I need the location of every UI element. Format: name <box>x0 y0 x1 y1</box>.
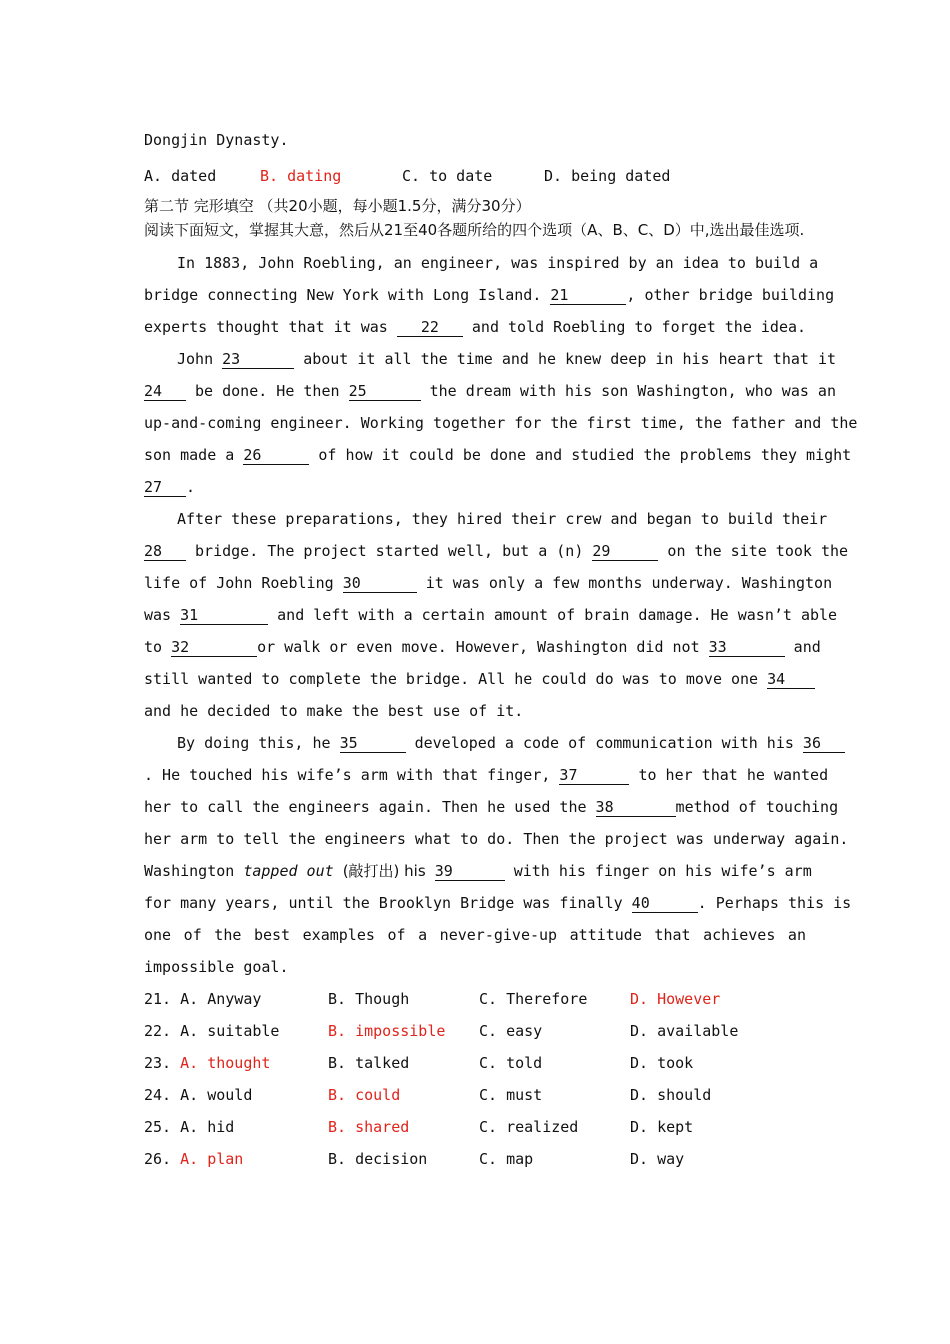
italic-phrase: tapped out <box>243 862 334 880</box>
text-line: After these preparations, they hired their crew and began to build their <box>177 510 828 528</box>
question-row <box>144 1111 806 1143</box>
text-line: to 32 or walk or even move. However, Washington did not 33 and <box>144 638 821 656</box>
section-instruction: 阅读下面短文，掌握其大意，然后从21至40各题所给的四个选项（A、B、C、D）中,选出最佳选项. <box>144 221 805 239</box>
section-title: 第二节 完形填空 （共20小题，每小题1.5分，满分30分） <box>144 197 531 215</box>
question-row <box>144 1015 806 1047</box>
option-d: D. kept <box>630 1118 694 1136</box>
option-c: C. easy <box>479 1022 543 1040</box>
option-b: B. shared <box>328 1118 410 1136</box>
option-d: D. way <box>630 1150 685 1168</box>
blank-35: 35 <box>340 734 406 753</box>
text-line: 28 bridge. The project started well, but a (n) 29 on the site took the <box>144 542 849 560</box>
option-b: B. dating <box>260 167 342 185</box>
text-line: John 23 about it all the time and he knew deep in his heart that it <box>177 350 837 368</box>
text-line: was 31 and left with a certain amount of brain damage. He wasn’t able <box>144 606 838 624</box>
option-d: D. should <box>630 1086 712 1104</box>
question-row <box>144 1143 806 1175</box>
text-line: life of John Roebling 30 it was only a few months underway. Washington <box>144 574 833 592</box>
option-b: B. Though <box>328 990 410 1008</box>
option-a <box>144 1047 328 1079</box>
text-line: up-and-coming engineer. Working together for the first time, the father and the <box>144 414 858 432</box>
paragraph-4 <box>144 727 852 983</box>
option-b: B. impossible <box>328 1022 446 1040</box>
blank-26: 26 <box>243 446 309 465</box>
text-line: her arm to tell the engineers what to do. Then the project was underway again. <box>144 830 849 848</box>
blank-31: 31 <box>180 606 268 625</box>
blank-37: 37 <box>559 766 629 785</box>
question-number: 26. <box>144 1150 181 1168</box>
option-c: C. map <box>479 1150 534 1168</box>
text-line: By doing this, he 35 developed a code of communication with his 36 <box>144 727 806 759</box>
text-line: bridge connecting New York with Long Island. 21 , other bridge building <box>144 286 835 304</box>
option-b: B. could <box>328 1086 401 1104</box>
question-row <box>144 1079 806 1111</box>
paragraph-2 <box>144 343 858 503</box>
text-line: for many years, until the Brooklyn Bridge was finally 40 . Perhaps this is <box>144 894 852 912</box>
blank-25: 25 <box>349 382 421 401</box>
option-a: 22. A. suitable <box>144 1022 280 1040</box>
text-line: and he decided to make the best use of it. <box>144 702 524 720</box>
blank-27: 27 <box>144 478 186 497</box>
question-number: 23. <box>144 1054 181 1072</box>
option-c: C. told <box>479 1054 543 1072</box>
question-list <box>144 983 806 1175</box>
prev-question-tail: Dongjin Dynasty. <box>144 131 289 149</box>
option-c: C. must <box>479 1086 543 1104</box>
text-line: . He touched his wife’s arm with that finger, 37 to her that he wanted <box>144 766 829 784</box>
text-line: still wanted to complete the bridge. All he could do was to move one 34 <box>144 663 806 695</box>
text-line: impossible goal. <box>144 958 289 976</box>
option-c: C. realized <box>479 1118 579 1136</box>
option-a: 25. A. hid <box>144 1118 235 1136</box>
blank-22: 22 <box>397 318 463 337</box>
option-a: 21. A. Anyway <box>144 990 262 1008</box>
blank-28: 28 <box>144 542 186 561</box>
option-c: C. to date <box>402 167 493 185</box>
option-b: B. decision <box>328 1150 428 1168</box>
option-a: A. dated <box>144 167 217 185</box>
text-line: Washington tapped out (敲打出) his 39 with his finger on his wife’s arm <box>144 862 812 880</box>
blank-30: 30 <box>343 574 417 593</box>
blank-29: 29 <box>592 542 658 561</box>
option-d: D. took <box>630 1054 694 1072</box>
option-a: 24. A. would <box>144 1086 253 1104</box>
option-b: B. talked <box>328 1054 410 1072</box>
paragraph-1 <box>144 247 835 343</box>
text-line: one of the best examples of a never-give-up attitude that achieves an <box>144 926 806 944</box>
option-c: C. Therefore <box>479 990 588 1008</box>
blank-39: 39 <box>435 862 505 881</box>
blank-24: 24 <box>144 382 186 401</box>
text-line: 27 . <box>144 478 196 496</box>
blank-32: 32 <box>171 638 257 657</box>
paragraph-3 <box>144 503 849 727</box>
document-page <box>144 124 858 1175</box>
option-a <box>144 1143 328 1175</box>
option-d: D. However <box>630 990 721 1008</box>
option-d: D. being dated <box>544 167 671 185</box>
blank-40: 40 <box>632 894 698 913</box>
blank-21: 21 <box>550 286 626 305</box>
option-a-text: A. plan <box>180 1150 244 1168</box>
option-a-text: A. thought <box>180 1054 271 1072</box>
text-line: In 1883, John Roebling, an engineer, was inspired by an idea to build a <box>177 254 819 272</box>
question-row <box>144 983 806 1015</box>
option-d: D. available <box>630 1022 739 1040</box>
text-line: 24 be done. He then 25 the dream with his son Washington, who was an <box>144 382 836 400</box>
blank-34: 34 <box>767 670 815 689</box>
blank-33: 33 <box>709 638 785 657</box>
text-line: her to call the engineers again. Then he used the 38 method of touching <box>144 798 839 816</box>
blank-38: 38 <box>596 798 676 817</box>
blank-23: 23 <box>222 350 294 369</box>
blank-36: 36 <box>803 734 845 753</box>
prev-question-options <box>144 160 806 192</box>
text-line: son made a 26 of how it could be done and studied the problems they might <box>144 446 852 464</box>
text-line: experts thought that it was 22 and told Roebling to forget the idea. <box>144 318 807 336</box>
question-row <box>144 1047 806 1079</box>
